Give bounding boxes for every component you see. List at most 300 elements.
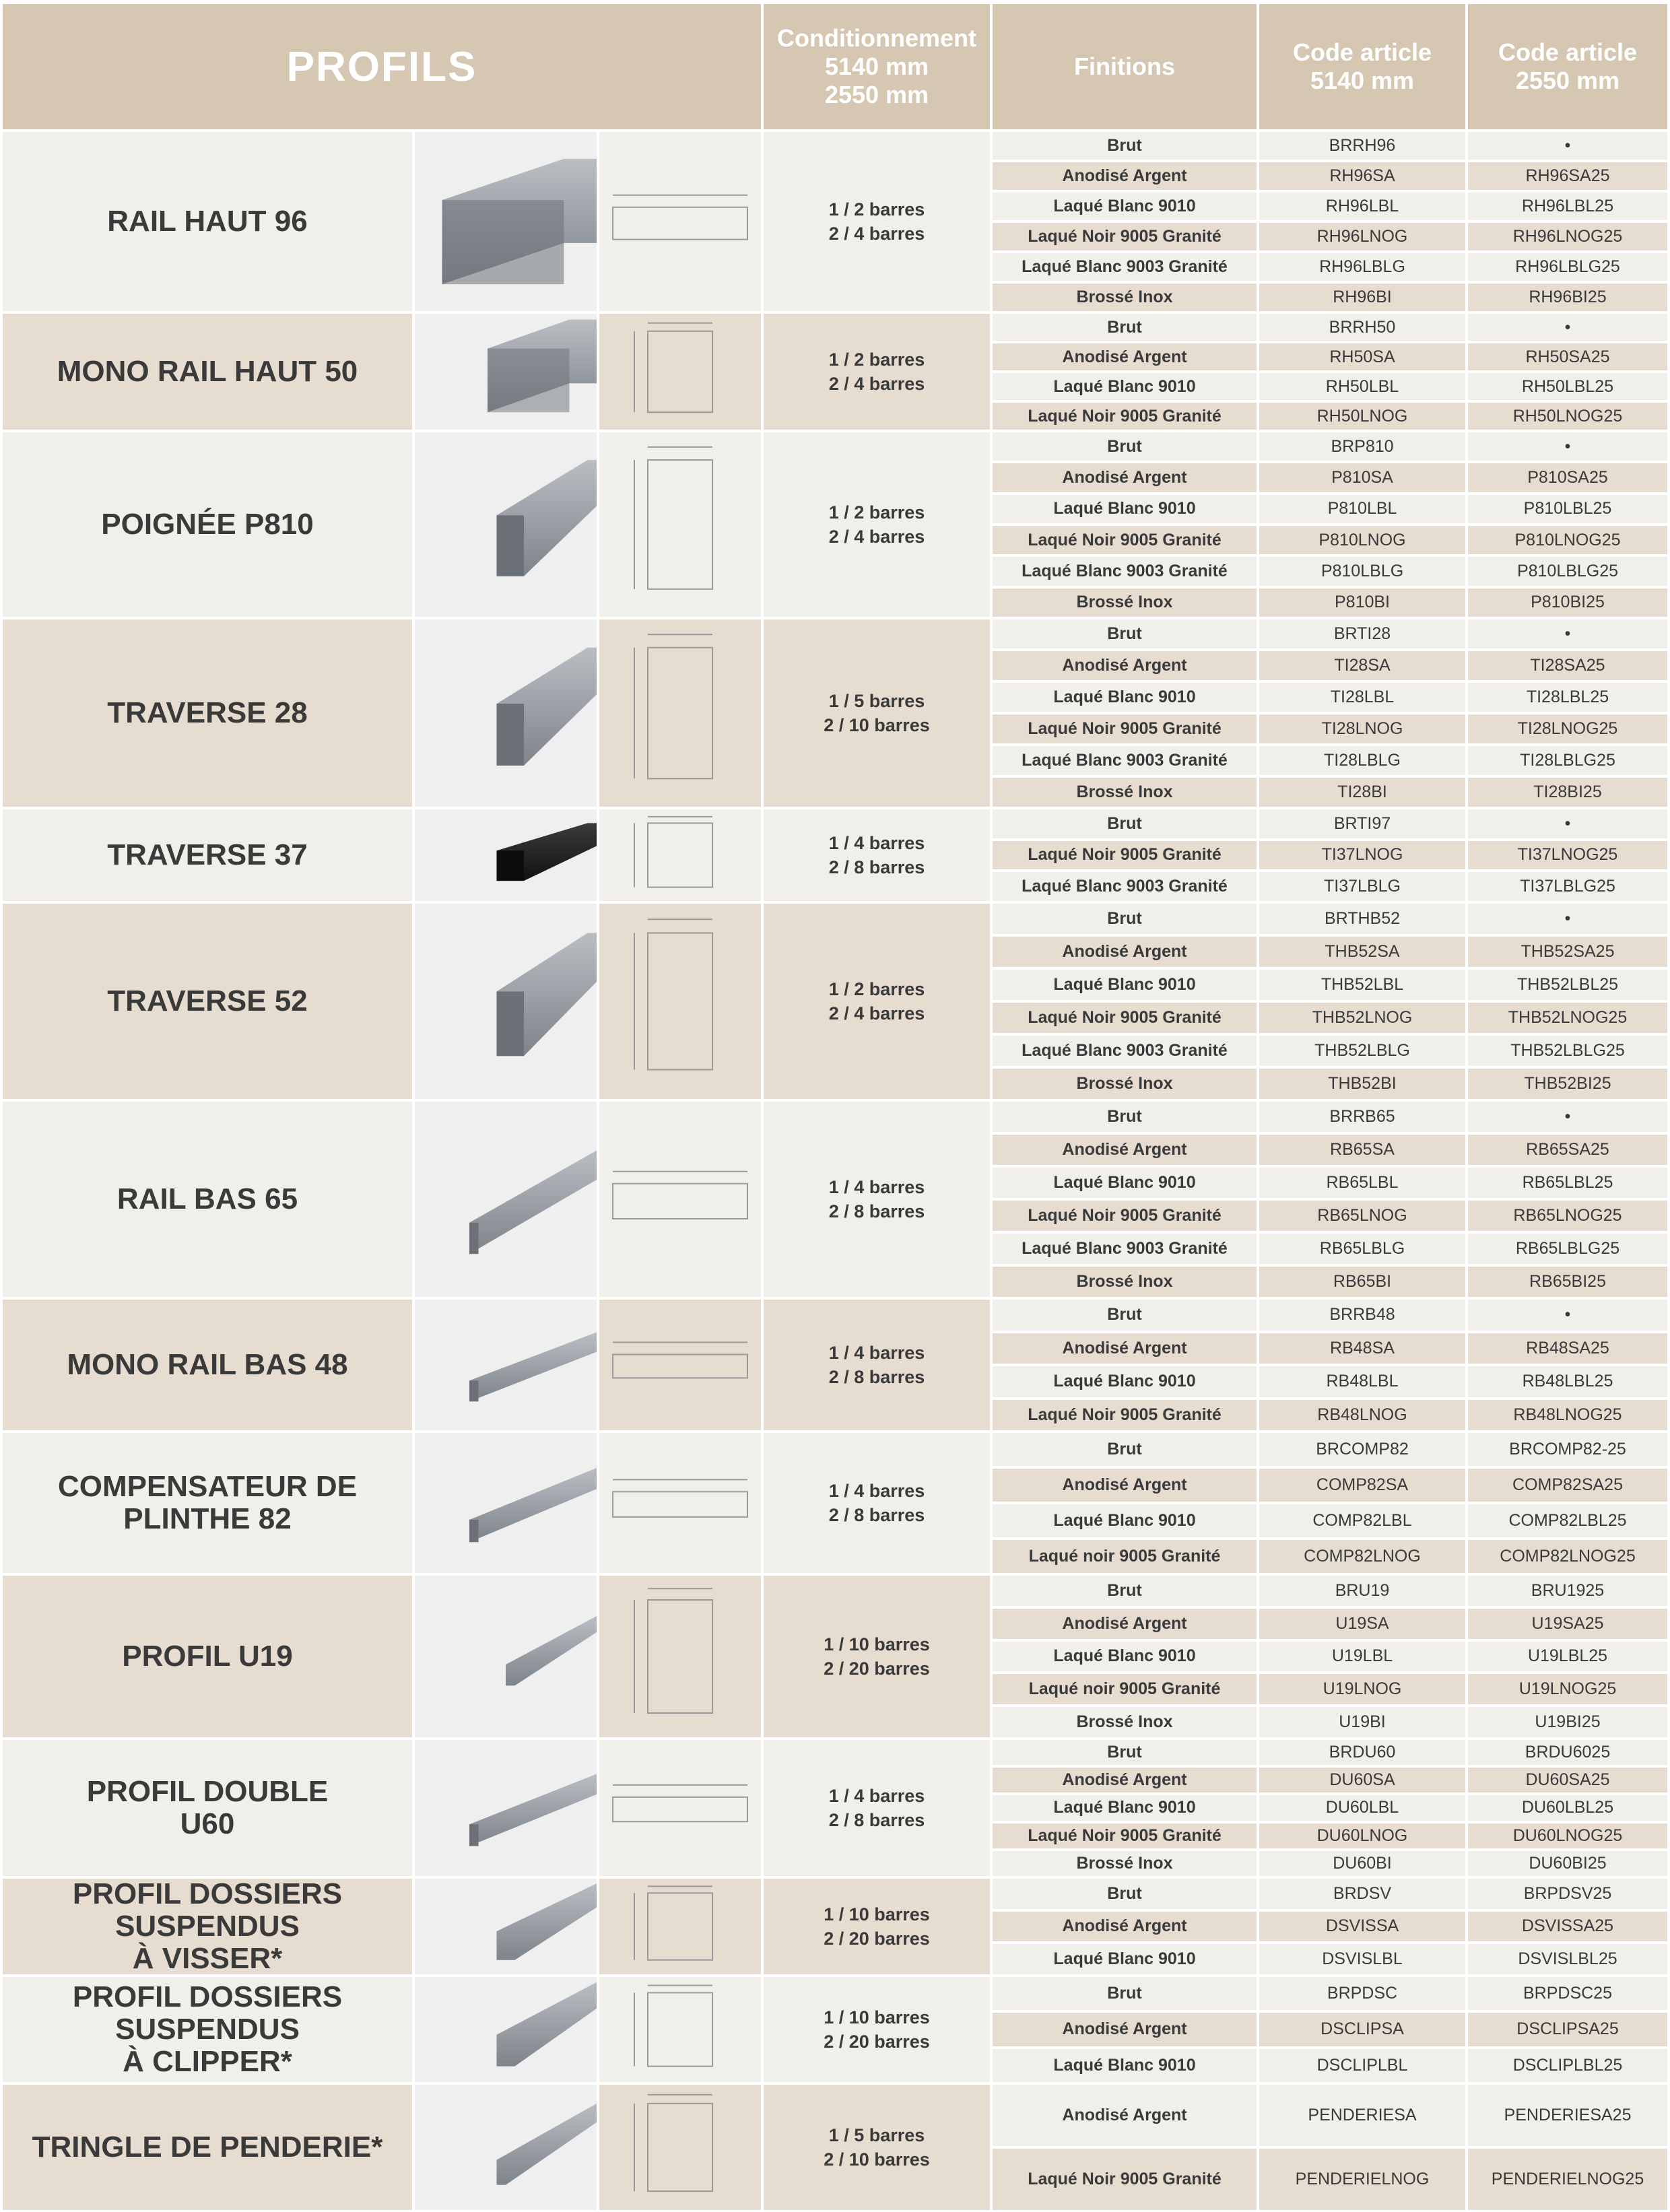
packaging-line: 2 / 10 barres xyxy=(824,2149,930,2170)
code-2550: P810LBLG25 xyxy=(1468,557,1667,585)
packaging-line: 2 / 20 barres xyxy=(824,1658,930,1679)
packaging-line: 1 / 2 barres xyxy=(828,979,925,999)
packaging-line: 2 / 4 barres xyxy=(828,1003,925,1024)
finish-label: Anodisé Argent xyxy=(993,162,1257,190)
code-5140: RH96LNOG xyxy=(1259,223,1465,250)
header-line: Conditionnement xyxy=(777,24,976,52)
technical-drawing-cell xyxy=(599,1102,761,1297)
profile-photo-cell xyxy=(415,809,597,901)
packaging xyxy=(764,432,990,617)
profile-technical-drawing xyxy=(599,1576,761,1737)
code-2550: RB48LBL25 xyxy=(1468,1366,1667,1397)
finish-label: Laqué Blanc 9010 xyxy=(993,495,1257,523)
code-5140: RH50SA xyxy=(1259,343,1465,370)
packaging-line: 1 / 4 barres xyxy=(828,833,925,853)
code-5140: P810LBLG xyxy=(1259,557,1465,585)
finish-label: Brossé Inox xyxy=(993,1851,1257,1876)
product-name-line: MONO RAIL HAUT 50 xyxy=(57,355,358,388)
packaging-line: 1 / 10 barres xyxy=(824,1904,930,1924)
code-5140: TI28LNOG xyxy=(1259,714,1465,743)
finish-label: Laqué Noir 9005 Granité xyxy=(993,223,1257,250)
code-5140: U19SA xyxy=(1259,1609,1465,1639)
profile-photo-cell xyxy=(415,314,597,430)
profile-photo-cell xyxy=(415,1977,597,2082)
code-2550: THB52LBLG25 xyxy=(1468,1036,1667,1066)
code-5140: RB65LNOG xyxy=(1259,1201,1465,1231)
finish-label: Laqué Noir 9005 Granité xyxy=(993,2149,1257,2210)
header-line: 5140 mm xyxy=(1310,67,1415,94)
technical-drawing-cell xyxy=(599,904,761,1099)
code-5140: RH96LBL xyxy=(1259,193,1465,220)
packaging-line: 2 / 8 barres xyxy=(828,1367,925,1387)
packaging xyxy=(764,904,990,1099)
product-name xyxy=(3,432,412,617)
finish-label: Laqué Blanc 9010 xyxy=(993,1366,1257,1397)
packaging-line: 1 / 10 barres xyxy=(824,2007,930,2027)
code-2550: • xyxy=(1468,432,1667,461)
code-5140: RB48SA xyxy=(1259,1333,1465,1364)
code-2550: DSVISSA25 xyxy=(1468,1912,1667,1942)
finish-label: Laqué Blanc 9003 Granité xyxy=(993,872,1257,901)
product-name-line: À VISSER* xyxy=(132,1942,283,1975)
finish-label: Laqué Noir 9005 Granité xyxy=(993,841,1257,870)
packaging xyxy=(764,1977,990,2082)
code-2550: DSCLIPSA25 xyxy=(1468,2013,1667,2046)
technical-drawing-cell xyxy=(599,1740,761,1876)
code-2550: TI28SA25 xyxy=(1468,651,1667,680)
code-5140: RB48LBL xyxy=(1259,1366,1465,1397)
code-2550: RH96LBLG25 xyxy=(1468,253,1667,281)
product-name-line: PROFIL U19 xyxy=(122,1640,293,1673)
packaging xyxy=(764,809,990,901)
product-name-line: TRAVERSE 37 xyxy=(107,838,308,871)
code-5140: RH96SA xyxy=(1259,162,1465,190)
code-2550: COMP82LNOG25 xyxy=(1468,1540,1667,1573)
packaging xyxy=(764,132,990,311)
packaging-line: 1 / 4 barres xyxy=(828,1343,925,1363)
code-5140: U19BI xyxy=(1259,1707,1465,1737)
code-2550: COMP82LBL25 xyxy=(1468,1504,1667,1537)
code-2550: DU60LNOG25 xyxy=(1468,1823,1667,1848)
packaging xyxy=(764,2085,990,2210)
header-line: 5140 mm xyxy=(824,53,929,80)
product-name xyxy=(3,314,412,430)
finish-label: Brut xyxy=(993,809,1257,838)
header-code-5140 xyxy=(1259,4,1465,129)
finish-label: Laqué Noir 9005 Granité xyxy=(993,714,1257,743)
profile-technical-drawing xyxy=(599,1879,761,1974)
finish-label: Laqué Blanc 9003 Granité xyxy=(993,557,1257,585)
code-2550: • xyxy=(1468,314,1667,341)
profile-technical-drawing xyxy=(599,809,761,901)
finish-label: Laqué Blanc 9003 Granité xyxy=(993,746,1257,775)
finish-label: Laqué noir 9005 Granité xyxy=(993,1674,1257,1704)
code-5140: RH96BI xyxy=(1259,283,1465,311)
packaging-line: 1 / 4 barres xyxy=(828,1786,925,1806)
code-2550: RB48SA25 xyxy=(1468,1333,1667,1364)
finish-label: Laqué Blanc 9010 xyxy=(993,683,1257,712)
finish-label: Brut xyxy=(993,432,1257,461)
technical-drawing-cell xyxy=(599,1433,761,1573)
packaging-line: 2 / 4 barres xyxy=(828,527,925,547)
code-5140: RB65LBL xyxy=(1259,1168,1465,1198)
code-2550: THB52LBL25 xyxy=(1468,970,1667,1000)
code-5140: THB52LBL xyxy=(1259,970,1465,1000)
code-5140: THB52LBLG xyxy=(1259,1036,1465,1066)
product-name-line: TRINGLE DE PENDERIE* xyxy=(32,2131,383,2164)
product-name xyxy=(3,619,412,807)
packaging xyxy=(764,314,990,430)
code-5140: BRU19 xyxy=(1259,1576,1465,1606)
packaging xyxy=(764,1879,990,1974)
packaging-line: 1 / 2 barres xyxy=(828,502,925,523)
finish-label: Brut xyxy=(993,314,1257,341)
technical-drawing-cell xyxy=(599,809,761,901)
finish-label: Laqué Noir 9005 Granité xyxy=(993,526,1257,554)
code-2550: PENDERIELNOG25 xyxy=(1468,2149,1667,2210)
code-5140: RH50LBL xyxy=(1259,373,1465,400)
code-5140: P810LNOG xyxy=(1259,526,1465,554)
product-name xyxy=(3,2085,412,2210)
code-2550: • xyxy=(1468,904,1667,934)
code-5140: COMP82SA xyxy=(1259,1469,1465,1502)
code-2550: • xyxy=(1468,132,1667,160)
code-5140: TI28SA xyxy=(1259,651,1465,680)
code-2550: RH96LNOG25 xyxy=(1468,223,1667,250)
code-5140: DSVISLBL xyxy=(1259,1944,1465,1974)
code-5140: DSCLIPLBL xyxy=(1259,2049,1465,2082)
finish-label: Anodisé Argent xyxy=(993,937,1257,967)
finish-label: Anodisé Argent xyxy=(993,1333,1257,1364)
technical-drawing-cell xyxy=(599,132,761,311)
code-5140: P810SA xyxy=(1259,463,1465,492)
profile-technical-drawing xyxy=(599,1977,761,2082)
product-name-line: U60 xyxy=(180,1807,235,1840)
code-5140: THB52BI xyxy=(1259,1069,1465,1099)
profile-photo-cell xyxy=(415,619,597,807)
finish-label: Anodisé Argent xyxy=(993,2013,1257,2046)
profile-technical-drawing xyxy=(599,1433,761,1573)
finish-label: Laqué Blanc 9010 xyxy=(993,1795,1257,1820)
code-2550: • xyxy=(1468,809,1667,838)
technical-drawing-cell xyxy=(599,314,761,430)
code-5140: DU60BI xyxy=(1259,1851,1465,1876)
finish-label: Laqué Noir 9005 Granité xyxy=(993,1823,1257,1848)
technical-drawing-cell xyxy=(599,1576,761,1737)
code-5140: P810BI xyxy=(1259,589,1465,617)
code-2550: • xyxy=(1468,619,1667,648)
code-5140: TI37LNOG xyxy=(1259,841,1465,870)
profile-technical-drawing xyxy=(599,1740,761,1876)
profile-technical-drawing xyxy=(599,904,761,1099)
finish-label: Laqué Blanc 9010 xyxy=(993,970,1257,1000)
code-5140: THB52SA xyxy=(1259,937,1465,967)
code-5140: U19LNOG xyxy=(1259,1674,1465,1704)
finish-label: Laqué Noir 9005 Granité xyxy=(993,1400,1257,1431)
profile-technical-drawing xyxy=(599,132,761,311)
code-2550: RB65LBLG25 xyxy=(1468,1234,1667,1264)
packaging xyxy=(764,1576,990,1737)
code-2550: RB65LNOG25 xyxy=(1468,1201,1667,1231)
finish-label: Brossé Inox xyxy=(993,1267,1257,1297)
finish-label: Anodisé Argent xyxy=(993,1469,1257,1502)
finish-label: Brut xyxy=(993,1433,1257,1466)
profile-photo xyxy=(415,1576,597,1737)
code-5140: TI28LBLG xyxy=(1259,746,1465,775)
finish-label: Brut xyxy=(993,1879,1257,1909)
profile-photo-cell xyxy=(415,1300,597,1430)
code-2550: • xyxy=(1468,1102,1667,1132)
profile-photo xyxy=(415,904,597,1099)
code-5140: DSCLIPSA xyxy=(1259,2013,1465,2046)
finish-label: Brossé Inox xyxy=(993,283,1257,311)
finish-label: Anodisé Argent xyxy=(993,2085,1257,2146)
code-5140: TI28LBL xyxy=(1259,683,1465,712)
finish-label: Brossé Inox xyxy=(993,589,1257,617)
code-2550: THB52LNOG25 xyxy=(1468,1003,1667,1033)
code-2550: RB65LBL25 xyxy=(1468,1168,1667,1198)
header-finitions: Finitions xyxy=(993,4,1257,129)
code-2550: THB52BI25 xyxy=(1468,1069,1667,1099)
code-2550: DU60LBL25 xyxy=(1468,1795,1667,1820)
packaging-line: 2 / 20 barres xyxy=(824,1929,930,1949)
code-2550: BRPDSC25 xyxy=(1468,1977,1667,2010)
code-2550: TI28BI25 xyxy=(1468,778,1667,807)
packaging-line: 2 / 4 barres xyxy=(828,374,925,394)
code-2550: RB48LNOG25 xyxy=(1468,1400,1667,1431)
packaging xyxy=(764,1300,990,1430)
code-5140: DU60LBL xyxy=(1259,1795,1465,1820)
code-5140: BRCOMP82 xyxy=(1259,1433,1465,1466)
product-name xyxy=(3,809,412,901)
profile-photo-cell xyxy=(415,1433,597,1573)
profile-photo-cell xyxy=(415,2085,597,2210)
code-5140: TI37LBLG xyxy=(1259,872,1465,901)
technical-drawing-cell xyxy=(599,432,761,617)
finish-label: Anodisé Argent xyxy=(993,1912,1257,1942)
code-5140: COMP82LBL xyxy=(1259,1504,1465,1537)
product-name-line: PROFIL DOSSIERS SUSPENDUS xyxy=(72,1877,343,1943)
code-2550: RH96LBL25 xyxy=(1468,193,1667,220)
code-2550: TI28LBL25 xyxy=(1468,683,1667,712)
code-2550: DU60BI25 xyxy=(1468,1851,1667,1876)
code-2550: BRDU6025 xyxy=(1468,1740,1667,1765)
code-5140: BRRH50 xyxy=(1259,314,1465,341)
packaging-line: 2 / 10 barres xyxy=(824,715,930,735)
code-5140: PENDERIELNOG xyxy=(1259,2149,1465,2210)
finish-label: Laqué Blanc 9010 xyxy=(993,1168,1257,1198)
packaging-line: 1 / 4 barres xyxy=(828,1177,925,1197)
code-5140: BRTI28 xyxy=(1259,619,1465,648)
code-2550: P810SA25 xyxy=(1468,463,1667,492)
profile-photo xyxy=(415,809,597,901)
code-2550: RH50LBL25 xyxy=(1468,373,1667,400)
profile-photo xyxy=(415,1102,597,1297)
finish-label: Brut xyxy=(993,1740,1257,1765)
header-line: 2550 mm xyxy=(1515,67,1620,94)
profile-photo-cell xyxy=(415,1879,597,1974)
code-2550: • xyxy=(1468,1300,1667,1331)
code-5140: BRPDSC xyxy=(1259,1977,1465,2010)
packaging-line: 2 / 8 barres xyxy=(828,1810,925,1830)
code-5140: DU60SA xyxy=(1259,1768,1465,1792)
code-5140: PENDERIESA xyxy=(1259,2085,1465,2146)
product-name-line: RAIL HAUT 96 xyxy=(107,205,308,238)
finish-label: Anodisé Argent xyxy=(993,1609,1257,1639)
code-5140: BRDU60 xyxy=(1259,1740,1465,1765)
profile-technical-drawing xyxy=(599,1102,761,1297)
code-5140: TI28BI xyxy=(1259,778,1465,807)
code-5140: U19LBL xyxy=(1259,1642,1465,1672)
header-line: Code article xyxy=(1498,38,1638,66)
packaging-line: 1 / 10 barres xyxy=(824,1634,930,1654)
finish-label: Laqué Blanc 9010 xyxy=(993,1642,1257,1672)
technical-drawing-cell xyxy=(599,1977,761,2082)
code-5140: BRTI97 xyxy=(1259,809,1465,838)
header-conditionnement xyxy=(764,4,990,129)
finish-label: Laqué Blanc 9010 xyxy=(993,1504,1257,1537)
profile-photo xyxy=(415,132,597,311)
code-5140: RB65LBLG xyxy=(1259,1234,1465,1264)
profile-technical-drawing xyxy=(599,1300,761,1430)
finish-label: Brossé Inox xyxy=(993,1069,1257,1099)
code-2550: TI28LNOG25 xyxy=(1468,714,1667,743)
packaging xyxy=(764,1740,990,1876)
code-2550: DSCLIPLBL25 xyxy=(1468,2049,1667,2082)
code-5140: BRRH96 xyxy=(1259,132,1465,160)
code-5140: RB48LNOG xyxy=(1259,1400,1465,1431)
finish-label: Brut xyxy=(993,619,1257,648)
profile-photo xyxy=(415,1740,597,1876)
profile-photo xyxy=(415,1300,597,1430)
code-2550: RB65SA25 xyxy=(1468,1135,1667,1165)
code-5140: BRRB48 xyxy=(1259,1300,1465,1331)
code-5140: BRP810 xyxy=(1259,432,1465,461)
code-2550: BRCOMP82-25 xyxy=(1468,1433,1667,1466)
code-2550: U19LNOG25 xyxy=(1468,1674,1667,1704)
finish-label: Brut xyxy=(993,1300,1257,1331)
code-5140: P810LBL xyxy=(1259,495,1465,523)
code-2550: COMP82SA25 xyxy=(1468,1469,1667,1502)
product-name xyxy=(3,1102,412,1297)
finish-label: Laqué Blanc 9003 Granité xyxy=(993,1036,1257,1066)
header-title: PROFILS xyxy=(3,4,761,129)
code-2550: BRU1925 xyxy=(1468,1576,1667,1606)
finish-label: Laqué Noir 9005 Granité xyxy=(993,403,1257,430)
product-name-line: COMPENSATEUR DE xyxy=(57,1470,358,1503)
code-2550: DSVISLBL25 xyxy=(1468,1944,1667,1974)
code-2550: RH96BI25 xyxy=(1468,283,1667,311)
finish-label: Laqué Blanc 9003 Granité xyxy=(993,253,1257,281)
product-name xyxy=(3,1576,412,1737)
packaging-line: 1 / 2 barres xyxy=(828,199,925,220)
code-2550: RH50SA25 xyxy=(1468,343,1667,370)
profile-photo-cell xyxy=(415,1576,597,1737)
product-name xyxy=(3,132,412,311)
packaging xyxy=(764,1433,990,1573)
product-name xyxy=(3,1433,412,1573)
packaging-line: 2 / 8 barres xyxy=(828,1201,925,1221)
product-name-line: TRAVERSE 52 xyxy=(107,984,308,1017)
finish-label: Laqué Blanc 9010 xyxy=(993,1944,1257,1974)
profile-photo-cell xyxy=(415,132,597,311)
profile-photo-cell xyxy=(415,432,597,617)
code-2550: P810BI25 xyxy=(1468,589,1667,617)
code-2550: RH96SA25 xyxy=(1468,162,1667,190)
finish-label: Laqué Noir 9005 Granité xyxy=(993,1003,1257,1033)
code-2550: DU60SA25 xyxy=(1468,1768,1667,1792)
profile-photo-cell xyxy=(415,904,597,1099)
finish-label: Anodisé Argent xyxy=(993,463,1257,492)
code-5140: RH50LNOG xyxy=(1259,403,1465,430)
profile-photo xyxy=(415,1977,597,2082)
product-name xyxy=(3,1300,412,1430)
code-2550: P810LBL25 xyxy=(1468,495,1667,523)
product-name-line: MONO RAIL BAS 48 xyxy=(67,1348,348,1381)
finish-label: Laqué noir 9005 Granité xyxy=(993,1540,1257,1573)
profile-photo xyxy=(415,1433,597,1573)
product-name xyxy=(3,904,412,1099)
profile-technical-drawing xyxy=(599,432,761,617)
packaging-line: 1 / 5 barres xyxy=(828,2125,925,2145)
code-2550: U19BI25 xyxy=(1468,1707,1667,1737)
finish-label: Laqué Noir 9005 Granité xyxy=(993,1201,1257,1231)
code-2550: PENDERIESA25 xyxy=(1468,2085,1667,2146)
finish-label: Anodisé Argent xyxy=(993,1135,1257,1165)
profile-photo-cell xyxy=(415,1102,597,1297)
product-name xyxy=(3,1977,412,2082)
product-name xyxy=(3,1879,412,1974)
packaging-line: 2 / 4 barres xyxy=(828,224,925,244)
product-name-line: RAIL BAS 65 xyxy=(116,1182,298,1215)
technical-drawing-cell xyxy=(599,1300,761,1430)
technical-drawing-cell xyxy=(599,619,761,807)
code-2550: TI28LBLG25 xyxy=(1468,746,1667,775)
product-name-line: À CLIPPER* xyxy=(123,2045,292,2078)
finish-label: Anodisé Argent xyxy=(993,343,1257,370)
finish-label: Anodisé Argent xyxy=(993,1768,1257,1792)
packaging-line: 2 / 8 barres xyxy=(828,857,925,877)
finish-label: Brut xyxy=(993,132,1257,160)
code-5140: BRTHB52 xyxy=(1259,904,1465,934)
profile-technical-drawing xyxy=(599,619,761,807)
profile-photo xyxy=(415,619,597,807)
packaging xyxy=(764,619,990,807)
packaging-line: 1 / 5 barres xyxy=(828,691,925,711)
finish-label: Brossé Inox xyxy=(993,778,1257,807)
finish-label: Brut xyxy=(993,904,1257,934)
product-name-line: PROFIL DOUBLE xyxy=(86,1775,329,1808)
code-2550: P810LNOG25 xyxy=(1468,526,1667,554)
code-5140: RH96LBLG xyxy=(1259,253,1465,281)
technical-drawing-cell xyxy=(599,1879,761,1974)
profile-photo xyxy=(415,314,597,430)
header-line: Code article xyxy=(1292,38,1432,66)
code-5140: THB52LNOG xyxy=(1259,1003,1465,1033)
code-2550: TI37LBLG25 xyxy=(1468,872,1667,901)
profile-photo-cell xyxy=(415,1740,597,1876)
code-2550: U19LBL25 xyxy=(1468,1642,1667,1672)
code-2550: BRPDSV25 xyxy=(1468,1879,1667,1909)
profile-technical-drawing xyxy=(599,314,761,430)
finish-label: Brossé Inox xyxy=(993,1707,1257,1737)
code-2550: RB65BI25 xyxy=(1468,1267,1667,1297)
code-2550: THB52SA25 xyxy=(1468,937,1667,967)
product-name-line: PLINTHE 82 xyxy=(123,1502,292,1535)
code-2550: U19SA25 xyxy=(1468,1609,1667,1639)
code-5140: COMP82LNOG xyxy=(1259,1540,1465,1573)
code-5140: RB65SA xyxy=(1259,1135,1465,1165)
